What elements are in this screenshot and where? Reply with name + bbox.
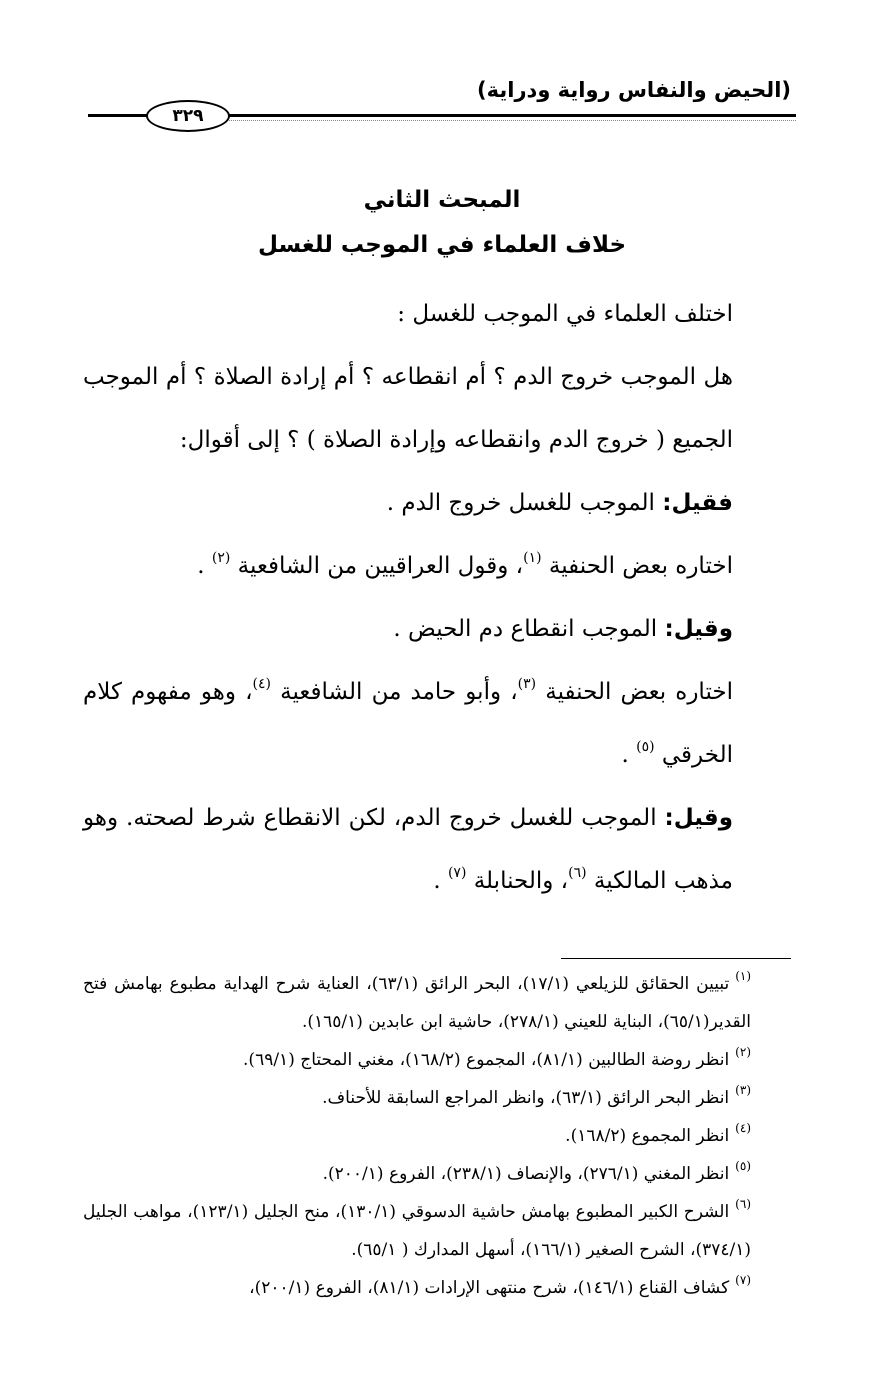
paragraph-opinion-3	[83, 787, 791, 913]
opinion-label: وقيل:	[664, 616, 733, 642]
text-run: ، وقول العراقيين من الشافعية	[230, 553, 524, 579]
opinion-label: فقيل:	[662, 490, 733, 516]
text-run: ، وأبو حامد من الشافعية	[271, 679, 518, 705]
footnote-text: انظر البحر الرائق (٦٣/١)، وانظر المراجع السابقة للأحناف.	[322, 1088, 730, 1108]
footnote-number: (٤)	[735, 1121, 751, 1135]
opinion-text: الموجب للغسل خروج الدم .	[386, 490, 663, 516]
footnote	[83, 1117, 791, 1155]
section-subtitle: خلاف العلماء في الموجب للغسل	[257, 232, 627, 258]
opinion-label: وقيل:	[664, 805, 733, 831]
text-run: اختاره بعض الحنفية	[541, 553, 733, 579]
footnote-ref[interactable]: (٢)	[211, 550, 231, 566]
body-text	[83, 283, 791, 913]
footnote	[83, 1079, 791, 1117]
paragraph-attribution-2	[83, 661, 791, 787]
footnote-ref[interactable]: (٣)	[517, 676, 537, 692]
footnote	[83, 1155, 791, 1193]
footnote-number: (٦)	[735, 1197, 751, 1211]
paragraph-opinion-1	[83, 472, 791, 535]
footnotes	[83, 965, 791, 1307]
paragraph-opinion-2	[83, 598, 791, 661]
paragraph-attribution-1	[83, 535, 791, 598]
footnote-number: (١)	[735, 969, 752, 983]
footnote-ref[interactable]: (٤)	[252, 676, 272, 692]
header-dotted-rule	[220, 120, 796, 121]
text-run: .	[197, 553, 212, 579]
section-heading: المبحث الثاني	[363, 187, 521, 213]
footnote	[83, 1193, 791, 1269]
footnote-text: تبيين الحقائق للزيلعي (١٧/١)، البحر الرائق (٦٣/١)، العناية شرح الهداية مطبوع بهامش فتح القدير(٦٥/١)، البناية للعيني (٢٧٨/١)، حاشية ابن عابدين (١٦٥/١).	[83, 974, 751, 1032]
text-run: ، وهو مفهوم كلام الخرقي	[83, 679, 733, 768]
footnote	[83, 965, 791, 1041]
footnote-ref[interactable]: (١)	[523, 550, 542, 566]
footnote-ref[interactable]: (٧)	[447, 865, 467, 881]
footnote-number: (٢)	[735, 1045, 751, 1059]
text-run: .	[433, 868, 448, 894]
footnote	[83, 1269, 791, 1307]
footnote-number: (٥)	[735, 1159, 751, 1173]
paragraph-intro: اختلف العلماء في الموجب للغسل :	[397, 301, 733, 327]
footnote-number: (٧)	[735, 1273, 751, 1287]
footnote-ref[interactable]: (٦)	[568, 865, 587, 881]
footnote-text: كشاف القناع (١٤٦/١)، شرح منتهى الإرادات (٨١/١)، الفروع (٢٠٠/١)،	[249, 1278, 730, 1298]
footnote	[83, 1041, 791, 1079]
opinion-text: الموجب انقطاع دم الحيض .	[393, 616, 665, 642]
footnote-separator	[561, 958, 791, 959]
opinion-text: الموجب للغسل خروج الدم، لكن الانقطاع شرط لصحته. وهو مذهب المالكية	[83, 805, 733, 894]
footnote-text: انظر روضة الطالبين (٨١/١)، المجموع (١٦٨/٢)، مغني المحتاج (٦٩/١).	[243, 1050, 730, 1070]
footnote-ref[interactable]: (٥)	[636, 739, 655, 755]
text-run: ، والحنابلة	[466, 868, 569, 894]
footnote-text: انظر المغني (٢٧٦/١)، والإنصاف (٢٣٨/١)، الفروع (٢٠٠/١).	[322, 1164, 730, 1184]
running-header-title: (الحيض والنفاس رواية ودراية)	[477, 78, 791, 102]
footnote-text: الشرح الكبير المطبوع بهامش حاشية الدسوقي (١٣٠/١)، منح الجليل (١٢٣/١)، مواهب الجليل (٣٧٤/١)، الشرح الصغير (١٦٦/١)، أسهل المدارك ( ٦٥/١).	[83, 1202, 751, 1260]
text-run: اختاره بعض الحنفية	[536, 679, 733, 705]
footnote-text: انظر المجموع (١٦٨/٢).	[565, 1126, 730, 1146]
paragraph-question: هل الموجب خروج الدم ؟ أم انقطاعه ؟ أم إرادة الصلاة ؟ أم الموجب الجميع ( خروج الدم وانقطاعه وإرادة الصلاة ) ؟ إلى أقوال:	[83, 364, 733, 453]
text-run: .	[621, 742, 637, 768]
page-number: ٣٢٩	[146, 100, 230, 132]
footnote-number: (٣)	[735, 1083, 751, 1097]
